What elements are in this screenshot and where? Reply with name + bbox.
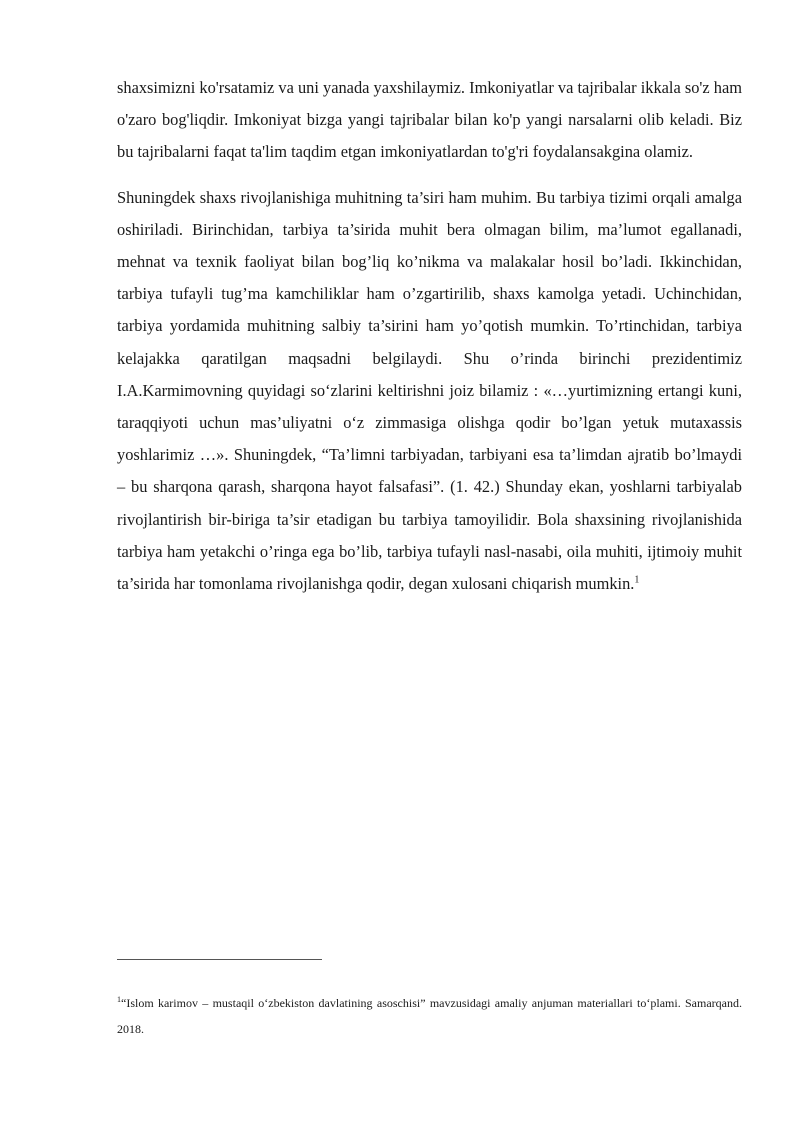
footnote-text: “Islom karimov – mustaqil o‘zbekiston davlatining asoschisi” mavzusidagi amaliy anjuman materiallari to‘plami. Samarqand. 2018. <box>117 996 742 1036</box>
footnote-reference[interactable]: 1 <box>634 574 640 586</box>
footnote <box>117 990 742 1042</box>
body-text <box>117 72 742 613</box>
footnote-number: 1 <box>117 995 121 1004</box>
paragraph-2-text: Shuningdek shaxs rivojlanishiga muhitning ta’siri ham muhim. Bu tarbiya tizimi orqali amalga oshiriladi. Birinchidan, tarbiya ta’sirida muhit bera olmagan bilim, ma’lumot egallanadi, mehnat va texnik faoliyat bilan bog’liq ko’nikma va malakalar hosil bo’ladi. Ikkinchidan, tarbiya tufayli tug’ma kamchiliklar ham o’zgartirilib, shaxs kamolga yetadi. Uchinchidan, tarbiya yordamida muhitning salbiy ta’sirini ham yo’qotish mumkin. To’rtinchidan, tarbiya kelajakka qaratilgan maqsadni belgilaydi. Shu o’rinda birinchi prezidentimiz I.A.Karmimovning quyidagi so‘zlarini keltirishni joiz bilamiz : «…yurtimizning ertangi kuni, taraqqiyoti uchun mas’uliyatni o‘z zimmasiga olishga qodir bo’lgan yetuk mutaxassis yoshlarimiz …». Shuningdek, “Ta’limni tarbiyadan, tarbiyani esa ta’limdan ajratib bo’lmaydi – bu sharqona qarash, sharqona hayot falsafasi”. (1. 42.) Shunday ekan, yoshlarni tarbiyalab rivojlantirish bir-biriga ta’sir etadigan bu tarbiya tamoyilidir. Bola shaxsining rivojlanishida tarbiya ham yetakchi o’ringa ega bo’lib, tarbiya tufayli nasl-nasabi, oila muhiti, ijtimoiy muhit ta’sirida har tomonlama rivojlanishga qodir, degan xulosani chiqarish mumkin. <box>117 187 742 594</box>
paragraph-2 <box>117 182 742 601</box>
footnote-separator <box>117 959 322 960</box>
paragraph-1-text: shaxsimizni ko'rsatamiz va uni yanada yaxshilaymiz. Imkoniyatlar va tajribalar ikkala so'z ham o'zaro bog'liqdir. Imkoniyat bizga yangi tajribalar bilan ko'p yangi narsalarni olib keladi. Biz bu tajribalarni faqat ta'lim taqdim etgan imkoniyatlardan to'g'ri foydalansakgina olamiz. <box>117 78 742 162</box>
paragraph-1 <box>117 72 742 169</box>
